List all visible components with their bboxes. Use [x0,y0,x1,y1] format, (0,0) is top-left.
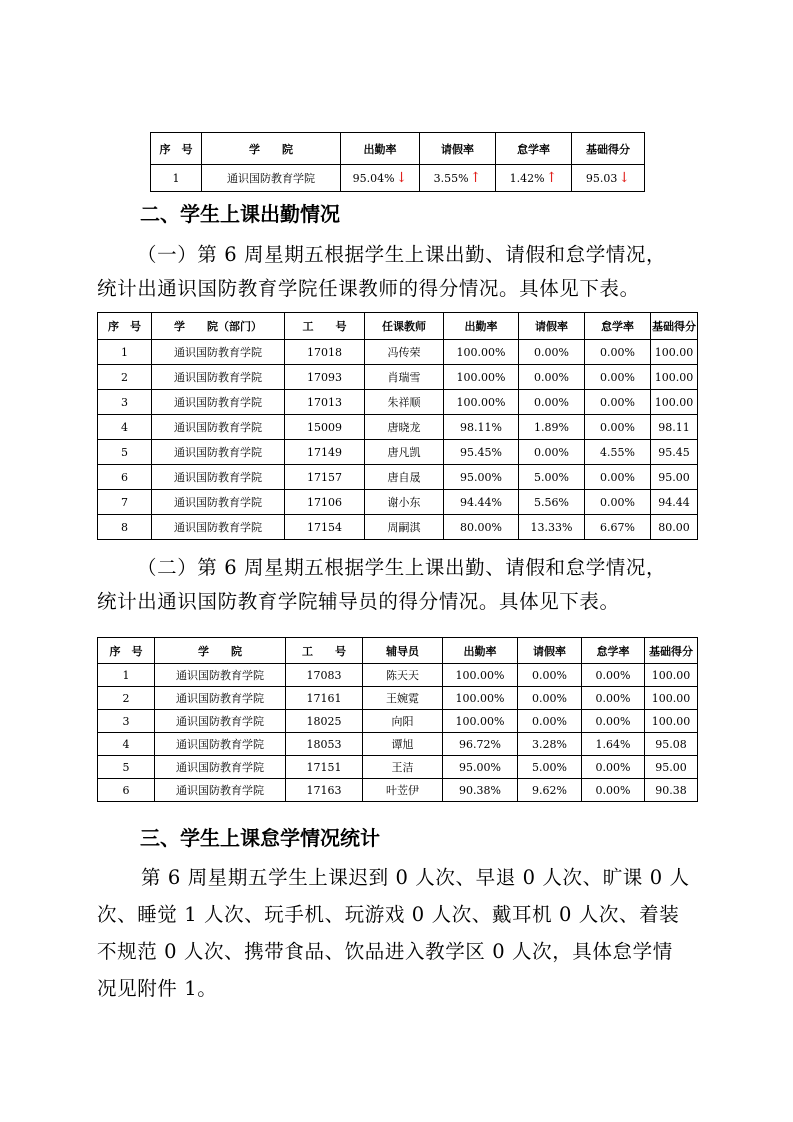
college-name: 通识国防教育学院 [155,687,286,710]
paragraph-line: （二）第 6 周星期五根据学生上课出勤、请假和怠学情况， [137,556,667,579]
attendance-value: 95.45% [444,440,519,465]
attendance-value: 100.00% [444,365,519,390]
header-cell: 学 院 [202,133,341,165]
college-name: 通识国防教育学院 [202,165,341,192]
staff-id: 17018 [285,340,365,365]
score-value: 95.45 [651,440,698,465]
table-row [98,515,698,540]
paragraph-line: 次、睡觉 1 人次、玩手机、玩游戏 0 人次、戴耳机 0 人次、着装 [97,903,680,926]
table-row [98,664,698,687]
table-row [151,165,645,192]
staff-id: 17106 [285,490,365,515]
attendance-value: 90.38% [443,779,518,802]
arrow-down-icon: ↓ [395,170,408,186]
paragraph-line: 统计出通识国防教育学院任课教师的得分情况。具体见下表。 [97,277,640,300]
score-value: 100.00 [645,710,698,733]
header-cell: 序 号 [98,313,152,340]
absent-cell [496,165,572,192]
table-row [98,465,698,490]
leave-value: 0.00% [518,710,582,733]
attendance-value: 95.04% [352,172,395,185]
attendance-value: 95.00% [444,465,519,490]
table-row [98,710,698,733]
absent-value: 6.67% [585,515,651,540]
staff-name: 唐凡凯 [365,440,444,465]
college-name: 通识国防教育学院 [155,756,286,779]
absent-value: 0.00% [585,340,651,365]
staff-name: 唐晓龙 [365,415,444,440]
header-cell: 学 院（部门） [152,313,285,340]
leave-value: 3.28% [518,733,582,756]
row-number: 4 [98,415,152,440]
row-number: 1 [151,165,202,192]
attendance-value: 94.44% [444,490,519,515]
header-cell: 基础得分 [572,133,645,165]
staff-name: 谢小东 [365,490,444,515]
staff-id: 18025 [286,710,363,733]
score-value: 100.00 [651,365,698,390]
college-name: 通识国防教育学院 [152,490,285,515]
table-row [98,340,698,365]
table-row [98,779,698,802]
table-row [98,756,698,779]
absent-value: 0.00% [582,710,645,733]
college-name: 通识国防教育学院 [155,710,286,733]
attendance-value: 100.00% [444,340,519,365]
leave-value: 0.00% [519,440,585,465]
header-cell: 出勤率 [444,313,519,340]
staff-name: 王婉霓 [363,687,443,710]
staff-name: 周嗣淇 [365,515,444,540]
college-summary-table [150,132,645,192]
leave-cell [420,165,496,192]
staff-name: 冯传荣 [365,340,444,365]
college-name: 通识国防教育学院 [152,465,285,490]
section-2-paragraph-2 [97,551,707,619]
absent-value: 0.00% [582,779,645,802]
score-cell [572,165,645,192]
row-number: 6 [98,465,152,490]
score-value: 90.38 [645,779,698,802]
paragraph-line: 统计出通识国防教育学院辅导员的得分情况。具体见下表。 [97,590,620,613]
table-row [98,687,698,710]
header-cell: 基础得分 [645,638,698,664]
leave-value: 0.00% [519,365,585,390]
table-header-row [151,133,645,165]
section-3-paragraph [97,859,707,1007]
header-cell: 任课教师 [365,313,444,340]
row-number: 6 [98,779,155,802]
header-cell: 序 号 [151,133,202,165]
staff-id: 17083 [286,664,363,687]
absent-value: 1.64% [582,733,645,756]
score-value: 100.00 [651,340,698,365]
leave-value: 9.62% [518,779,582,802]
staff-id: 17151 [286,756,363,779]
staff-name: 向阳 [363,710,443,733]
row-number: 7 [98,490,152,515]
header-cell: 基础得分 [651,313,698,340]
row-number: 8 [98,515,152,540]
staff-name: 朱祥顺 [365,390,444,415]
attendance-value: 80.00% [444,515,519,540]
staff-id: 17154 [285,515,365,540]
paragraph-line: 况见附件 1。 [97,977,218,1000]
staff-id: 17163 [286,779,363,802]
table-row [98,415,698,440]
header-cell: 工 号 [285,313,365,340]
college-name: 通识国防教育学院 [155,779,286,802]
staff-name: 王洁 [363,756,443,779]
paragraph-line: 不规范 0 人次、携带食品、饮品进入教学区 0 人次，具体怠学情 [97,940,673,963]
header-cell: 出勤率 [341,133,420,165]
attendance-value: 100.00% [444,390,519,415]
row-number: 1 [98,340,152,365]
table-header-row [98,638,698,664]
arrow-up-icon: ↑ [545,170,558,186]
header-cell: 辅导员 [363,638,443,664]
staff-name: 唐自晟 [365,465,444,490]
row-number: 4 [98,733,155,756]
row-number: 3 [98,390,152,415]
row-number: 2 [98,687,155,710]
score-value: 100.00 [651,390,698,415]
table-row [98,733,698,756]
college-name: 通识国防教育学院 [152,365,285,390]
staff-id: 17161 [286,687,363,710]
attendance-value: 100.00% [443,710,518,733]
staff-id: 18053 [286,733,363,756]
leave-value: 3.55% [433,172,469,185]
header-cell: 怠学率 [496,133,572,165]
leave-value: 5.56% [519,490,585,515]
absent-value: 0.00% [582,687,645,710]
staff-id: 17157 [285,465,365,490]
row-number: 3 [98,710,155,733]
college-name: 通识国防教育学院 [155,733,286,756]
header-cell: 请假率 [519,313,585,340]
staff-id: 15009 [285,415,365,440]
paragraph-line: （一）第 6 周星期五根据学生上课出勤、请假和怠学情况， [137,243,667,266]
score-value: 100.00 [645,687,698,710]
score-value: 98.11 [651,415,698,440]
absent-value: 1.42% [509,172,545,185]
score-value: 95.00 [651,465,698,490]
staff-id: 17013 [285,390,365,415]
absent-value: 0.00% [585,390,651,415]
absent-value: 0.00% [582,664,645,687]
header-cell: 请假率 [518,638,582,664]
table-row [98,490,698,515]
staff-id: 17093 [285,365,365,390]
attendance-value: 100.00% [443,664,518,687]
score-value: 80.00 [651,515,698,540]
staff-id: 17149 [285,440,365,465]
header-cell: 请假率 [420,133,496,165]
score-value: 95.00 [645,756,698,779]
leave-value: 0.00% [518,687,582,710]
absent-value: 4.55% [585,440,651,465]
absent-value: 0.00% [585,490,651,515]
header-cell: 出勤率 [443,638,518,664]
header-cell: 工 号 [286,638,363,664]
table-row [98,440,698,465]
arrow-down-icon: ↓ [618,170,631,186]
college-name: 通识国防教育学院 [152,515,285,540]
row-number: 5 [98,440,152,465]
attendance-cell [341,165,420,192]
college-name: 通识国防教育学院 [155,664,286,687]
score-value: 100.00 [645,664,698,687]
section-2-paragraph-1 [97,238,707,306]
staff-name: 叶苙伊 [363,779,443,802]
attendance-value: 98.11% [444,415,519,440]
section-2-heading: 二、学生上课出勤情况 [140,202,340,226]
absent-value: 0.00% [585,365,651,390]
header-cell: 怠学率 [585,313,651,340]
leave-value: 13.33% [519,515,585,540]
leave-value: 1.89% [519,415,585,440]
table-row [98,390,698,415]
absent-value: 0.00% [585,415,651,440]
table-header-row [98,313,698,340]
score-value: 95.08 [645,733,698,756]
header-cell: 学 院 [155,638,286,664]
college-name: 通识国防教育学院 [152,340,285,365]
score-value: 94.44 [651,490,698,515]
absent-value: 0.00% [585,465,651,490]
teacher-score-table [97,312,698,540]
absent-value: 0.00% [582,756,645,779]
row-number: 2 [98,365,152,390]
attendance-value: 96.72% [443,733,518,756]
leave-value: 0.00% [518,664,582,687]
section-3-heading: 三、学生上课怠学情况统计 [140,826,380,850]
arrow-up-icon: ↑ [469,170,482,186]
header-cell: 怠学率 [582,638,645,664]
score-value: 95.03 [585,172,618,185]
leave-value: 5.00% [519,465,585,490]
row-number: 1 [98,664,155,687]
staff-name: 肖瑞雪 [365,365,444,390]
attendance-value: 95.00% [443,756,518,779]
college-name: 通识国防教育学院 [152,390,285,415]
table-row [98,365,698,390]
row-number: 5 [98,756,155,779]
leave-value: 0.00% [519,340,585,365]
college-name: 通识国防教育学院 [152,415,285,440]
counselor-score-table [97,637,698,802]
header-cell: 序 号 [98,638,155,664]
staff-name: 谭旭 [363,733,443,756]
staff-name: 陈天天 [363,664,443,687]
attendance-value: 100.00% [443,687,518,710]
leave-value: 0.00% [519,390,585,415]
paragraph-line: 第 6 周星期五学生上课迟到 0 人次、早退 0 人次、旷课 0 人 [141,866,690,889]
leave-value: 5.00% [518,756,582,779]
college-name: 通识国防教育学院 [152,440,285,465]
